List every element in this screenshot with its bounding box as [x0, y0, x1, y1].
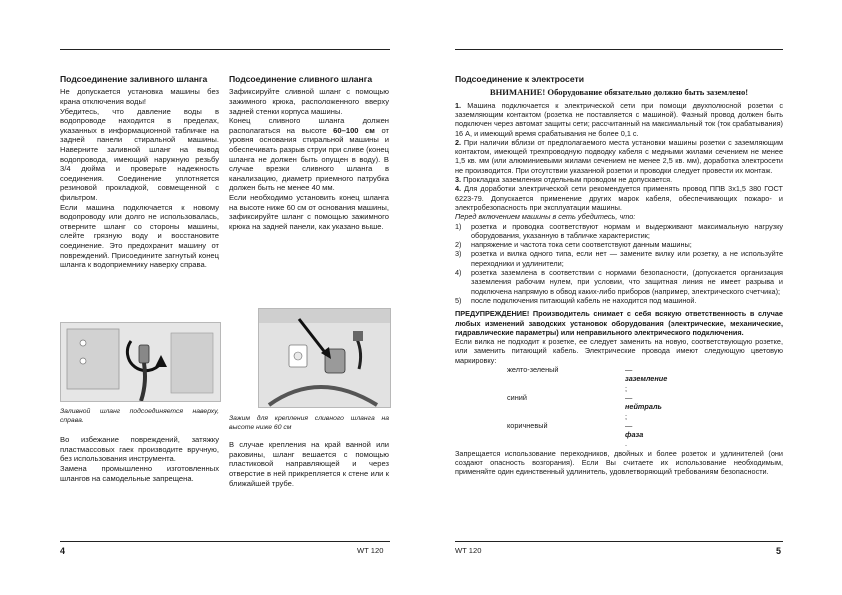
inlet-hose-illustration	[60, 322, 221, 402]
inlet-hose-heading: Подсоединение заливного шланга	[60, 74, 208, 84]
manufacturer-caution: ПРЕДУПРЕЖДЕНИЕ! Производитель снимает с себя всякую ответственность в случае любых изменений заводских установок оборудования (электрические, механические, гидравлические параметры) или неправильного электрического подключения.	[455, 309, 783, 337]
inlet-paragraph-1: Не допускается установка машины без крана отключения воды!	[60, 87, 219, 106]
wire-role-name: фаза	[625, 430, 644, 440]
left-model-label: WT 120	[357, 546, 384, 555]
list-marker: 2)	[455, 240, 462, 250]
left-top-rule	[60, 49, 390, 50]
list-text: розетка заземлена в соответствии с нормами безопасности, (допускается организация заземления рабочим нулем, при условии, что защитная линия не имеет разрыва и подключена напрямую в обвод каких-либо приборов (например, электрического счетчика);	[471, 268, 783, 296]
list-item	[455, 249, 783, 268]
check-intro: Перед включением машины в сеть убедитесь, что:	[455, 212, 636, 222]
drain-hose-column-bottom	[229, 415, 389, 488]
wire-role-prefix: —	[625, 420, 633, 430]
drain-paragraph-2	[229, 116, 389, 193]
drain-height-suffix: от уровня основания стиральной машины и обеспечивать разрыв струи при сливе (конец шланга не должен быть опущен в воду). В случае врезки сливного шланга в канализацию, диаметр приемного патрубка должен быть не менее 40 мм.	[229, 125, 389, 193]
inlet-homemade-paragraph: Замена промышленно изготовленных шлангов на самодельные запрещена.	[60, 463, 219, 483]
list-item	[455, 240, 783, 249]
wire-role-neutral	[625, 393, 715, 421]
left-page-number: 4	[60, 546, 66, 556]
list-text: после подключения питающий кабель не находится под машиной.	[471, 295, 697, 305]
wire-role-suffix: ;	[625, 411, 628, 421]
wire-role-prefix: —	[625, 365, 633, 375]
electrical-item-2	[455, 138, 783, 175]
list-item	[455, 222, 783, 241]
wire-role-suffix: ;	[625, 383, 628, 393]
wire-color-table	[507, 365, 783, 449]
wire-color-brown: коричневый	[507, 420, 548, 430]
left-bottom-rule	[60, 541, 390, 542]
drain-height-prefix: Конец сливного шланга должен располагаться на высоте	[229, 116, 389, 135]
drain-hose-column	[229, 74, 389, 231]
list-text: розетка и проводка соответствуют нормам и выдерживают максимальную нагрузку оборудования, указанную в табличке характеристик;	[471, 221, 783, 240]
wire-role-name: заземление	[625, 374, 668, 384]
wire-role-name: нейтраль	[625, 402, 662, 412]
item-text: Прокладка заземления отдельным проводом не допускается.	[463, 175, 673, 185]
list-item	[455, 296, 783, 305]
electrical-item-4	[455, 184, 783, 212]
right-bottom-rule	[455, 541, 783, 542]
wire-color-blue: синий	[507, 392, 527, 402]
drain-height-value: 60–100 см	[333, 125, 375, 135]
drain-paragraph-3: Если необходимо установить конец шланга на высоте ниже 60 см от основания машины, зафиксируйте шланг с помощью зажимного крюка на задней панели, как указано выше.	[229, 192, 389, 231]
inlet-hose-column-bottom	[60, 408, 219, 483]
inlet-paragraph-2: Убедитесь, что давление воды в водопроводе находится в пределах, указанных в информационной табличке на задней панели стиральной машины. Наверните заливной шланг на вывод водопровода, имеющий наружную резьбу 3/4 дюйма и проверьте надежность соединения. Соединение уплотняется резиновой прокладкой, совмещенной с фильтром.	[60, 106, 219, 202]
inlet-warning-paragraph: Во избежание повреждений, затяжку пластмассовых гаек производите вручную, без использования инструмента.	[60, 435, 219, 464]
check-list	[455, 222, 783, 306]
drain-paragraph-1: Зафиксируйте сливной шланг с помощью зажимного крюка, расположенного вверху задней стенки корпуса машины.	[229, 87, 389, 116]
adapters-prohibition-text: Запрещается использование переходников, двойных и более розеток и удлинителей (они создают опасность возгорания). Если Вы считаете их использование необходимым, применяйте один единственный удлинитель, удовлетворяющий требованиям безопасности.	[455, 448, 783, 477]
list-marker: 4)	[455, 268, 462, 278]
wire-role-phase	[625, 421, 715, 449]
drain-hose-heading: Подсоединение сливного шланга	[229, 74, 373, 84]
list-marker: 5)	[455, 295, 462, 305]
inlet-hose-column	[60, 74, 219, 270]
item-number: 4.	[455, 184, 462, 194]
wire-color-green-yellow: желто-зеленый	[507, 365, 559, 375]
wire-role-prefix: —	[625, 392, 633, 402]
wire-role-suffix: .	[625, 439, 628, 449]
item-number: 1.	[455, 100, 462, 110]
list-marker: 3)	[455, 249, 462, 259]
list-marker: 1)	[455, 221, 462, 231]
drain-hose-caption: Зажим для крепления сливного шланга на высоте ниже 60 см	[229, 415, 389, 431]
electrical-connection-section	[455, 74, 783, 477]
inlet-paragraph-3: Если машина подключается к новому водопроводу или долго не использовалась, отверните шланг со стороны машины, слейте грязную воду и восстановите соединение. Это предохранит машину от повреждений. Присоедините загнутый конец шланга к водоприемнику наверху справа.	[60, 202, 219, 270]
wire-role-ground	[625, 365, 715, 393]
list-item	[455, 268, 783, 296]
right-page-number: 5	[776, 546, 782, 556]
right-top-rule	[455, 49, 783, 50]
electrical-item-1	[455, 101, 783, 138]
list-text: напряжение и частота тока сети соответствуют данным машины;	[471, 240, 692, 250]
item-text: При наличии вблизи от предполагаемого места установки машины розетки с заземляющим контактом, имеющей трехпроводную подводку кабеля с медными жилами сечением не менее 1,5 кв. мм (или алюминиевыми жилами сечением не менее 2,5 кв. мм), доработка электросети не производится. При отсутствии указанной розетки и проводки следует провести их монтаж.	[455, 137, 783, 175]
electrical-heading: Подсоединение к электросети	[455, 74, 584, 84]
item-number: 2.	[455, 137, 462, 147]
item-text: Машина подключается к электрической сети при помощи двухполюсной розетки с заземляющим контактом (розетка не поставляется с машиной). Фазный провод должен быть подключен через автомат защиты сети; рассчитанный на максимальный ток (ток срабатывания) 16 А, и имеющий время срабатывания не более 0,1 с.	[455, 100, 784, 138]
plug-replacement-text: Если вилка не подходит к розетке, ее следует заменить на новую, соответствующую розетке, или заменить питающий кабель. Электрические провода имеют следующую цветовую маркировку:	[455, 337, 783, 365]
grounding-warning-title: ВНИМАНИЕ! Оборудование обязательно должно быть заземлено!	[489, 87, 749, 98]
right-model-label: WT 120	[455, 546, 482, 555]
inlet-hose-caption: Заливной шланг подсоединяется наверху, справа.	[60, 408, 219, 424]
drain-hose-illustration	[258, 308, 391, 408]
list-text: розетка и вилка одного типа, если нет — замените вилку или розетку, а не используйте переходники и удлинители;	[471, 249, 783, 268]
item-text: Для доработки электрической сети рекомендуется применять провод ППВ 3х1,5 380 ГОСТ 6223-79. Допускается применение других марок кабеля, обеспечивающих пожаро- и электробезопасность при эксплуатации машины.	[455, 184, 783, 212]
electrical-item-3	[455, 175, 783, 184]
drain-paragraph-4: В случае крепления на край ванной или раковины, шланг вешается с помощью пластиковой направляющей и через отверстие в ней прикрепляется к стене или к ближайшей трубе.	[229, 440, 389, 488]
item-number: 3.	[455, 175, 462, 185]
